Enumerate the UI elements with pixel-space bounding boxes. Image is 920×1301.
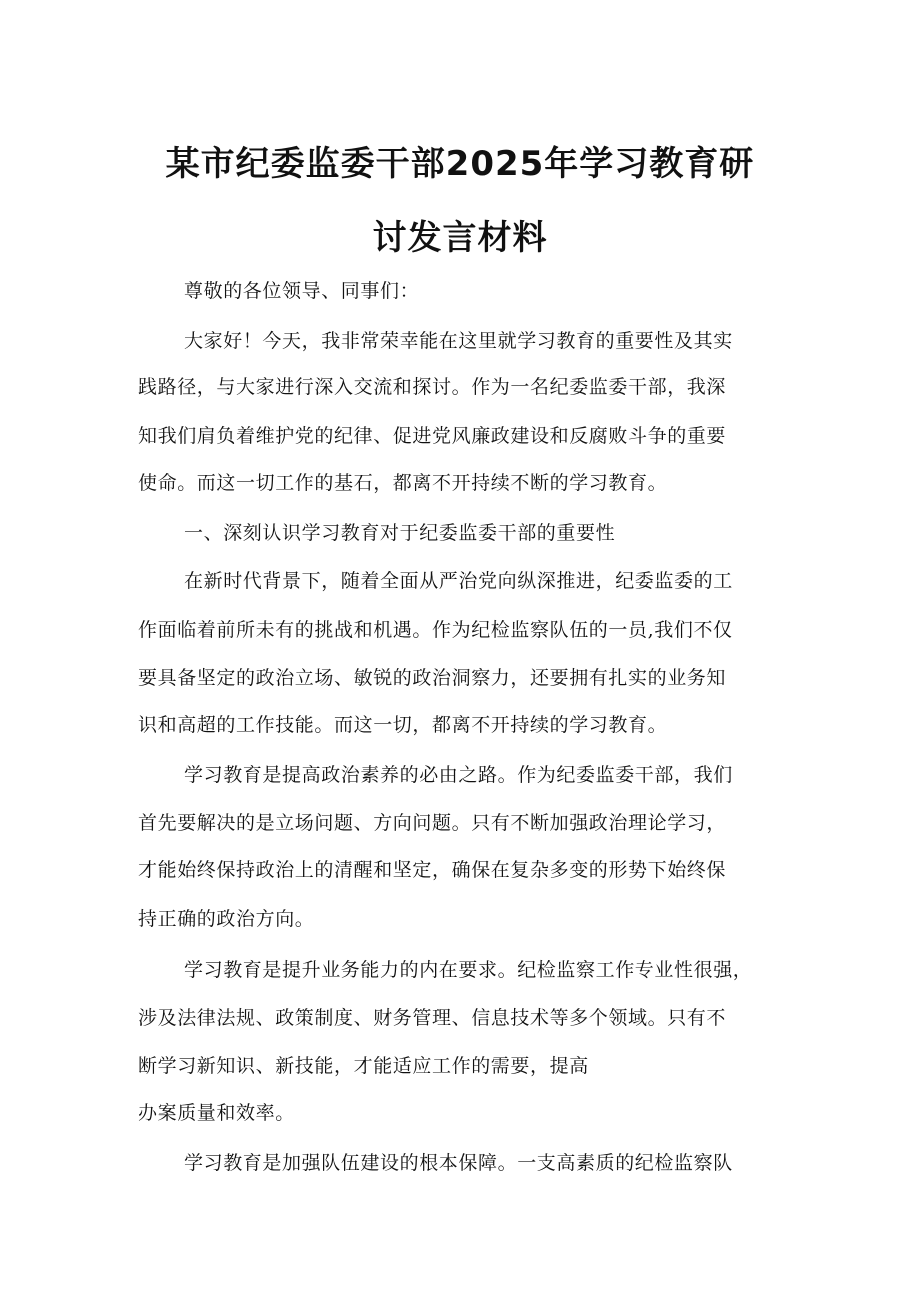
paragraph-line: 涉及法律法规、政策制度、财务管理、信息技术等多个领域。只有不 — [138, 1007, 727, 1029]
paragraph-line: 践路径，与大家进行深入交流和探讨。作为一名纪委监委干部，我深 — [138, 376, 727, 398]
paragraph-line: 识和高超的工作技能。而这一切，都离不开持续的学习教育。 — [138, 714, 668, 736]
paragraph-line: 知我们肩负着维护党的纪律、促进党风廉政建设和反腐败斗争的重要 — [138, 425, 727, 447]
paragraph-line: 学习教育是提高政治素养的必由之路。作为纪委监委干部，我们 — [184, 764, 733, 786]
paragraph-line: 学习教育是提升业务能力的内在要求。纪检监察工作专业性很强， — [184, 959, 753, 981]
paragraph-line: 学习教育是加强队伍建设的根本保障。一支高素质的纪检监察队 — [184, 1152, 733, 1174]
section-heading: 一、深刻认识学习教育对于纪委监委干部的重要性 — [184, 522, 616, 544]
document-title-line-2: 讨发言材料 — [372, 218, 548, 258]
paragraph-line: 使命。而这一切工作的基石，都离不开持续不断的学习教育。 — [138, 472, 668, 494]
paragraph-line: 要具备坚定的政治立场、敏锐的政治洞察力，还要拥有扎实的业务知 — [138, 667, 727, 689]
paragraph-line: 首先要解决的是立场问题、方向问题。只有不断加强政治理论学习， — [138, 812, 727, 834]
document-title-line-1: 某市纪委监委干部2025年学习教育研 — [165, 144, 755, 184]
paragraph-line: 断学习新知识、新技能，才能适应工作的需要，提高 — [138, 1055, 589, 1077]
paragraph-line: 才能始终保持政治上的清醒和坚定，确保在复杂多变的形势下始终保 — [138, 859, 727, 881]
paragraph-line: 持正确的政治方向。 — [138, 908, 315, 930]
paragraph-line: 大家好！今天，我非常荣幸能在这里就学习教育的重要性及其实 — [184, 330, 733, 352]
paragraph-line: 办案质量和效率。 — [138, 1102, 295, 1124]
paragraph-line: 作面临着前所未有的挑战和机遇。作为纪检监察队伍的一员,我们不仅 — [138, 619, 733, 641]
paragraph-line: 在新时代背景下，随着全面从严治党向纵深推进，纪委监委的工 — [184, 570, 733, 592]
salutation: 尊敬的各位领导、同事们： — [184, 280, 420, 302]
